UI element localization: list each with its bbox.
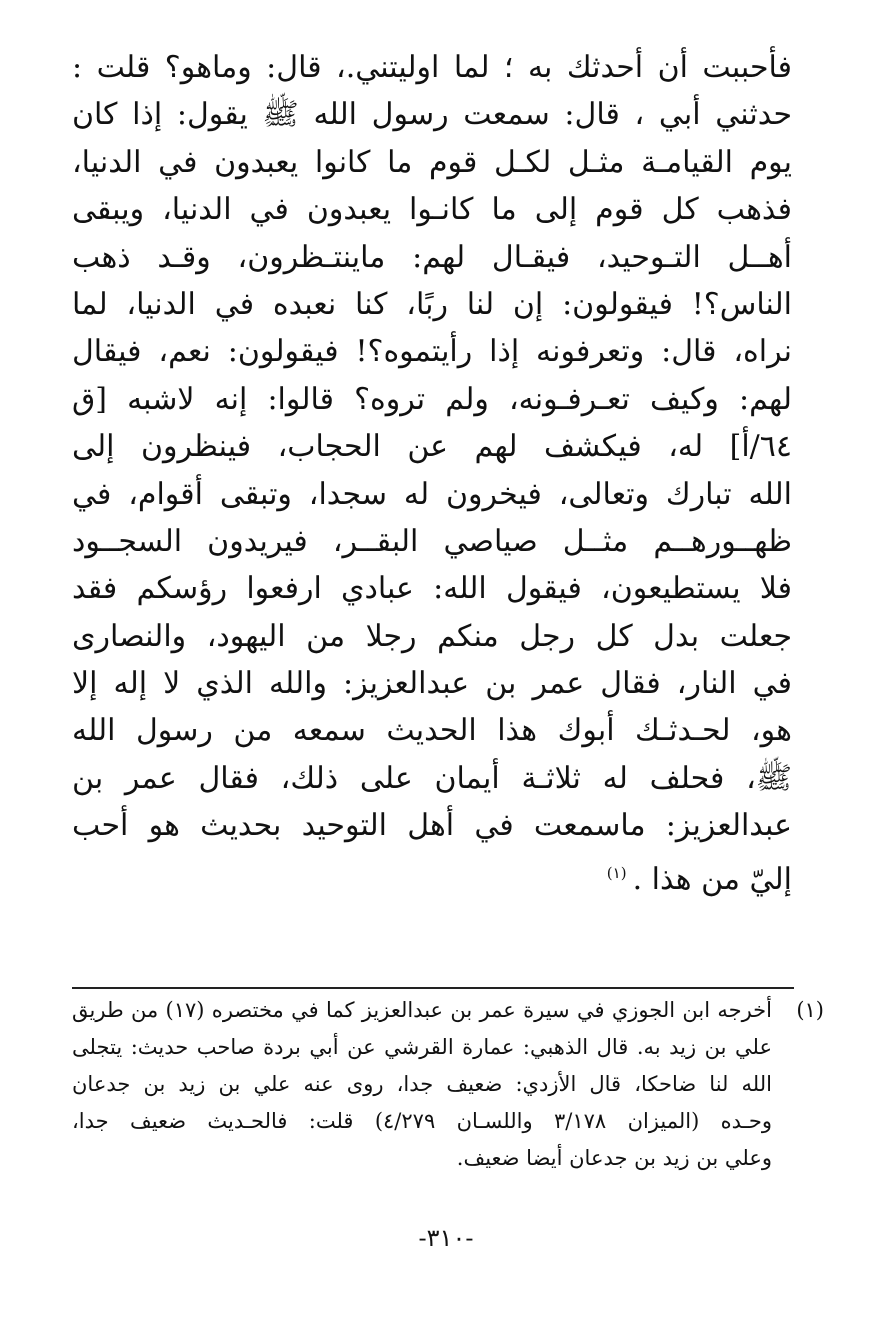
main-text-line: ٦٤/أ] له، فيكشف لهم عن الحجاب، فينظرون إلى bbox=[72, 429, 792, 465]
main-text-line: حدثني أبي ، قال: سمعت رسول الله ﷺ يقول: إذا كان bbox=[72, 97, 792, 133]
main-text-block bbox=[72, 44, 792, 897]
main-text-line: جعلت بدل كل رجل منكم رجلا من اليهود، والنصارى bbox=[72, 618, 792, 654]
main-text-line: أهــل التـوحيد، فيقـال لهم: ماينتـظرون، وقـد ذهب bbox=[72, 239, 792, 275]
main-text-line: يوم القيامـة مثـل لكـل قوم ما كانوا يعبدون في الدنيا، bbox=[72, 144, 792, 180]
footnote-block bbox=[72, 992, 824, 1177]
main-text-line: هو، لحـدثـك أبوك هذا الحديث سمعه من رسول الله bbox=[72, 713, 792, 749]
main-text-line: فذهب كل قوم إلى ما كانـوا يعبدون في الدنيا، ويبقى bbox=[72, 192, 792, 228]
footnote-line: وعلي بن زيد بن جدعان أيضا ضعيف. bbox=[456, 1146, 772, 1170]
footnote-line: أخرجه ابن الجوزي في سيرة عمر بن عبدالعزيز كما في مختصره (١٧) من طريق bbox=[72, 998, 772, 1022]
main-text-line: إليّ من هذا . bbox=[632, 861, 792, 897]
main-text-line: الناس؟! فيقولون: إن لنا ربًا، كنا نعبده في الدنيا، لما bbox=[72, 286, 792, 322]
main-text-line: ﷺ، فحلف له ثلاثـة أيمان على ذلك، فقال عمر بن bbox=[72, 760, 792, 796]
footnote-line: علي بن زيد به. قال الذهبي: عمارة القرشي عن أبي بردة صاحب حديث: يتجلى bbox=[72, 1035, 772, 1059]
main-text-line: فلا يستطيعون، فيقول الله: عبادي ارفعوا رؤسكم فقد bbox=[72, 571, 792, 607]
main-text-line: فأحببت أن أحدثك به ؛ لما اوليتني.، قال: وماهو؟ قلت : bbox=[72, 50, 792, 85]
footnote-line: وحـده (الميزان ٣/١٧٨ واللسـان ٤/٢٧٩) قلت: فالحـديث ضعيف جدا، bbox=[72, 1109, 772, 1133]
footnote-reference-marker[interactable]: (١) bbox=[606, 863, 627, 882]
footnote-body bbox=[72, 992, 772, 1177]
footnote-number: (١) bbox=[796, 998, 824, 1022]
footnote-separator-rule bbox=[72, 987, 794, 989]
main-text-last-line bbox=[72, 850, 792, 897]
main-text-line: في النار، فقال عمر بن عبدالعزيز: والله الذي لا إله إلا bbox=[72, 666, 792, 702]
main-text-line: نراه، قال: وتعرفونه إذا رأيتموه؟! فيقولون: نعم، فيقال bbox=[72, 334, 792, 370]
footnote-line: الله لنا ضاحكا، قال الأزدي: ضعيف جدا، روى عنه علي بن زيد بن جدعان bbox=[72, 1072, 772, 1096]
main-text-line: لهم: وكيف تعـرفـونه، ولم تروه؟ قالوا: إنه لاشبه [ق bbox=[72, 381, 792, 417]
page-number: -٣١٠- bbox=[418, 1224, 474, 1252]
main-text-line: عبدالعزيز: ماسمعت في أهل التوحيد بحديث هو أحب bbox=[72, 808, 792, 844]
main-text-line: الله تبارك وتعالى، فيخرون له سجدا، وتبقى أقوام، في bbox=[72, 476, 792, 512]
main-text-line: ظهــورهــم مثــل صياصي البقــر، فيريدون السجــود bbox=[72, 523, 792, 559]
